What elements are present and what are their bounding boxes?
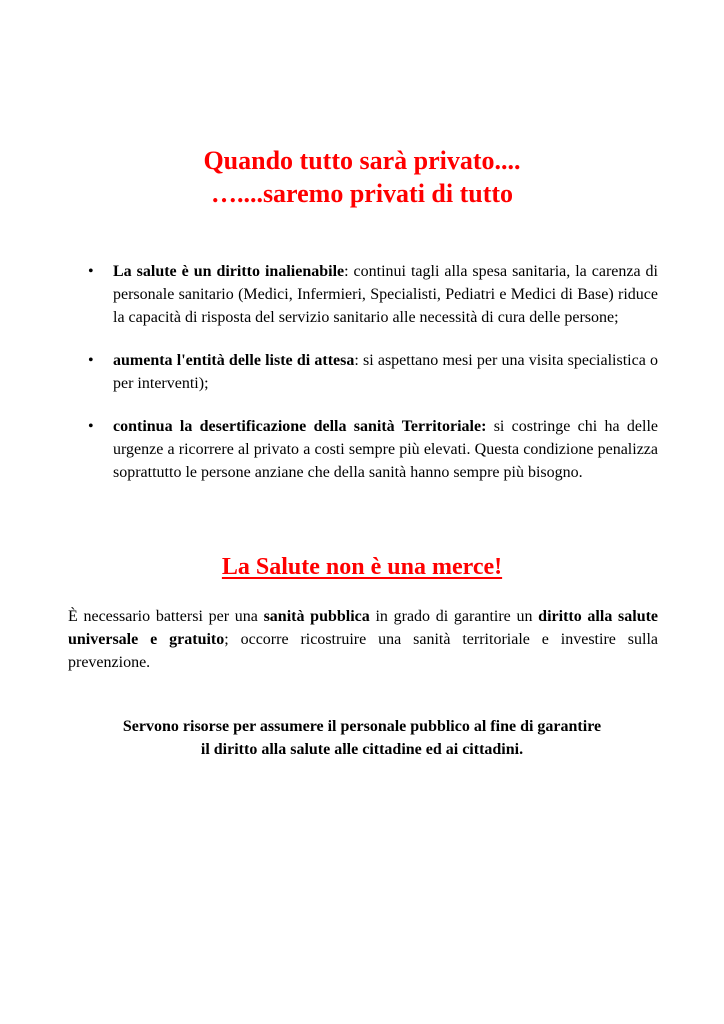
title-line-2: …....saremo privati di tutto [210,179,514,208]
slogan-heading [0,552,724,582]
para-text-2: in grado di garantire un [369,608,539,625]
bullet-icon: • [88,263,94,280]
para-bold-1: sanità pubblica [263,608,370,625]
slogan-text: La Salute non è una merce! [221,554,503,580]
bullet-1-text: : continui tagli alla spesa sanitaria, la carenza di personale sanitario (Medici, Infermieri, Specialisti, Pediatri e Medici di Base) riduce la capacità di risposta del servizio sanitario alle necessità di cura delle persone; [113,263,659,326]
para-text-1: È necessario battersi per una [68,608,264,625]
para-bold-2: diritto alla salute universale e gratuito [68,608,659,648]
bullet-3-bold: continua la desertificazione della sanità Territoriale: [113,418,487,435]
body-paragraph [68,605,658,674]
bullet-2-text: : si aspettano mesi per una visita specialistica o per interventi); [113,352,658,392]
closing-statement [0,715,724,761]
bullet-item-2 [88,349,658,395]
bullet-list [88,260,658,504]
bullet-1-bold: La salute è un diritto inalienabile [113,263,345,280]
bullet-3-text: si costringe chi ha delle urgenze a ricorrere al privato a costi sempre più elevati. Questa condizione penalizza soprattutto le persone anziane che della sanità hanno sempre più bisogno. [113,418,659,481]
closing-line-2: il diritto alla salute alle cittadine ed ai cittadini. [200,741,524,758]
bullet-item-1 [88,260,658,329]
closing-line-1: Servono risorse per assumere il personale pubblico al fine di garantire [122,718,602,735]
page-title [0,144,724,210]
bullet-2-bold: aumenta l'entità delle liste di attesa [113,352,355,369]
bullet-icon: • [88,352,94,369]
title-line-1: Quando tutto sarà privato.... [203,146,521,175]
bullet-item-3 [88,415,658,484]
para-text-3: ; occorre ricostruire una sanità territoriale e investire sulla prevenzione. [68,631,658,671]
bullet-icon: • [88,418,94,435]
